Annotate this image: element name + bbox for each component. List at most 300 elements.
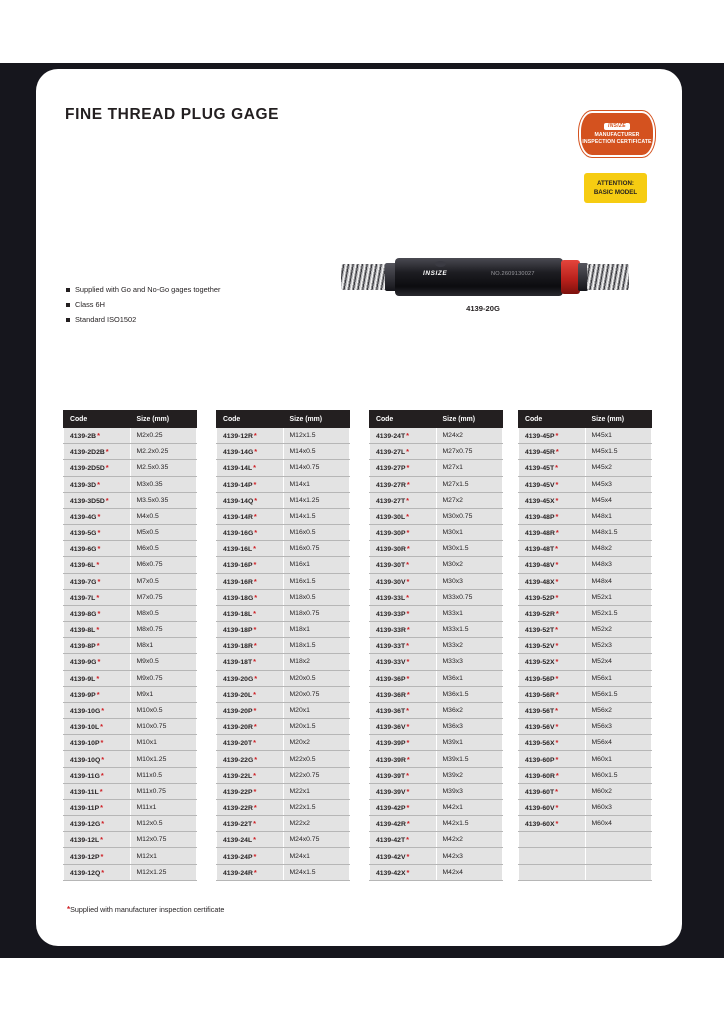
- table-row: [217, 832, 350, 848]
- code-value: 4139-48V: [525, 562, 555, 570]
- code-value: 4139-18T: [223, 659, 253, 667]
- cell-size: M39x3: [436, 783, 503, 799]
- cell-size: M14x1.25: [283, 492, 350, 508]
- seal-line-2: INSPECTION CERTIFICATE: [582, 139, 652, 145]
- code-value: 4139-7L: [70, 594, 96, 602]
- certificate-star-icon: *: [406, 803, 410, 813]
- attention-line-2: BASIC MODEL: [593, 189, 638, 196]
- cell-code: [370, 508, 437, 524]
- feature-label: Class 6H: [75, 300, 105, 309]
- cell-code: [370, 735, 437, 751]
- table-row: [217, 848, 350, 864]
- cell-size: M30x2: [436, 557, 503, 573]
- certificate-star-icon: *: [555, 431, 559, 441]
- table-row: [519, 719, 652, 735]
- cell-size: M14x1: [283, 476, 350, 492]
- cell-size: M10x0.5: [130, 702, 197, 718]
- cell-size: M10x1: [130, 735, 197, 751]
- cell-code: [370, 686, 437, 702]
- certificate-star-icon: *: [555, 608, 559, 618]
- certificate-star-icon: *: [555, 544, 558, 554]
- cell-code: [64, 670, 131, 686]
- code-value: 4139-18P: [223, 627, 253, 635]
- certificate-star-icon: *: [253, 770, 256, 780]
- certificate-star-icon: *: [406, 608, 410, 618]
- table-row: [370, 541, 503, 557]
- cell-size: M48x2: [585, 541, 652, 557]
- certificate-star-icon: *: [253, 835, 256, 845]
- table-row: [370, 816, 503, 832]
- cell-code: [217, 573, 284, 589]
- cell-code: [217, 557, 284, 573]
- code-value: 4139-30P: [376, 530, 406, 538]
- code-value: 4139-45X: [525, 497, 555, 505]
- table-row: [217, 428, 350, 444]
- table-row: [217, 476, 350, 492]
- cell-size: M56x4: [585, 735, 652, 751]
- cell-code: [64, 832, 131, 848]
- cell-code: [519, 508, 586, 524]
- code-value: 4139-3D: [70, 481, 97, 489]
- code-value: 4139-5G: [70, 530, 97, 538]
- seal-brand-label: INSIZE: [604, 123, 630, 130]
- code-value: 4139-18R: [223, 643, 253, 651]
- square-bullet-icon: [66, 303, 70, 307]
- table-row: [64, 670, 197, 686]
- cell-code: [64, 767, 131, 783]
- cell-size: M27x2: [436, 492, 503, 508]
- certificate-star-icon: *: [406, 560, 409, 570]
- cell-code: [519, 799, 586, 815]
- cell-code: [64, 460, 131, 476]
- cell-size: M33x1.5: [436, 622, 503, 638]
- code-value: 4139-48R: [525, 530, 555, 538]
- certificate-star-icon: *: [101, 706, 105, 715]
- table-row: [370, 573, 503, 589]
- certificate-star-icon: *: [555, 786, 558, 796]
- code-value: 4139-16L: [223, 546, 253, 554]
- code-value: 4139-24P: [223, 853, 253, 861]
- cell-code: [519, 444, 586, 460]
- column-header-size: Size (mm): [436, 411, 503, 428]
- table-row: [519, 508, 652, 524]
- cell-code: [64, 799, 131, 815]
- cell-size: M10x0.75: [130, 719, 197, 735]
- code-value: 4139-27T: [376, 497, 406, 505]
- cell-size: M39x1.5: [436, 751, 503, 767]
- table-row: [217, 589, 350, 605]
- certificate-star-icon: *: [555, 706, 558, 715]
- table-row: [519, 670, 652, 686]
- cell-size: M2x0.25: [130, 428, 197, 444]
- certificate-star-icon: *: [253, 431, 257, 441]
- certificate-star-icon: *: [406, 479, 410, 489]
- code-value: 4139-14P: [223, 481, 253, 489]
- cell-size: M20x0.75: [283, 686, 350, 702]
- table-row: [519, 816, 652, 832]
- cell-code: [64, 444, 131, 460]
- cell-code: [64, 428, 131, 444]
- cell-size: M7x0.5: [130, 573, 197, 589]
- cell-code: [519, 702, 586, 718]
- table-row: [370, 864, 503, 880]
- cell-code: [519, 492, 586, 508]
- cell-code: [370, 670, 437, 686]
- square-bullet-icon: [66, 288, 70, 292]
- table-row: [64, 557, 197, 573]
- table-row: [64, 476, 197, 492]
- cell-code: [370, 622, 437, 638]
- table-row: [217, 622, 350, 638]
- cell-code: [519, 719, 586, 735]
- code-value: 4139-22R: [223, 805, 253, 813]
- code-value: 4139-20L: [223, 691, 253, 699]
- cell-size: M33x2: [436, 638, 503, 654]
- column-header-code: Code: [64, 411, 131, 428]
- code-value: 4139-48X: [525, 578, 555, 586]
- cell-code: [370, 751, 437, 767]
- table-row: [217, 783, 350, 799]
- code-value: 4139-33T: [376, 643, 406, 651]
- table-header-row: [64, 411, 197, 428]
- certificate-star-icon: *: [555, 657, 559, 667]
- table-header-row: [519, 411, 652, 428]
- code-value: 4139-60T: [525, 788, 555, 796]
- cell-code: [519, 589, 586, 605]
- feature-label: Standard ISO1502: [75, 315, 137, 324]
- code-value: 4139-24R: [223, 869, 253, 877]
- certificate-star-icon: *: [406, 625, 410, 635]
- table-row: [217, 541, 350, 557]
- certificate-star-icon: *: [97, 608, 101, 618]
- spec-table-2: [216, 410, 350, 881]
- cell-code: [370, 525, 437, 541]
- code-value: 4139-22T: [223, 821, 253, 829]
- cell-code: [217, 525, 284, 541]
- cell-size: M22x1.5: [283, 799, 350, 815]
- code-value: 4139-27L: [376, 449, 406, 457]
- cell-code: [64, 525, 131, 541]
- seal-inner-body: [581, 113, 653, 155]
- footnote-text: Supplied with manufacturer inspection certificate: [70, 905, 225, 914]
- code-value: 4139-42P: [376, 805, 406, 813]
- cell-code: [217, 832, 284, 848]
- table-row: [64, 719, 197, 735]
- table-row: [370, 702, 503, 718]
- code-value: 4139-42X: [376, 869, 406, 877]
- certificate-star-icon: *: [100, 770, 104, 780]
- cell-size: M2.5x0.35: [130, 460, 197, 476]
- table-row: [519, 848, 652, 864]
- cell-code: [217, 460, 284, 476]
- cell-code: [370, 719, 437, 735]
- certificate-star-icon: *: [253, 641, 257, 651]
- cell-code: [519, 670, 586, 686]
- code-value: 4139-10L: [70, 724, 100, 732]
- cell-size: M30x0.75: [436, 508, 503, 524]
- cell-size: M6x0.5: [130, 541, 197, 557]
- cell-size: M60x1: [585, 751, 652, 767]
- cell-size: M9x0.75: [130, 670, 197, 686]
- cell-code: [64, 638, 131, 654]
- table-row: [217, 799, 350, 815]
- footnote: [66, 905, 224, 914]
- certificate-star-icon: *: [555, 447, 559, 457]
- certificate-star-icon: *: [97, 544, 101, 554]
- cell-size: M3.5x0.35: [130, 492, 197, 508]
- cell-size: M42x2: [436, 832, 503, 848]
- cell-size: M45x4: [585, 492, 652, 508]
- table-row: [64, 832, 197, 848]
- certificate-star-icon: *: [253, 625, 257, 635]
- cell-size: M60x1.5: [585, 767, 652, 783]
- column-header-size: Size (mm): [130, 411, 197, 428]
- cell-size: [585, 848, 652, 864]
- code-value: 4139-42T: [376, 837, 406, 845]
- cell-size: M18x0.75: [283, 605, 350, 621]
- cell-size: M48x3: [585, 557, 652, 573]
- product-brand-logo: INSIZE: [423, 270, 448, 277]
- table-row: [64, 751, 197, 767]
- table-row: [217, 767, 350, 783]
- cell-size: M42x4: [436, 864, 503, 880]
- cell-size: M8x0.5: [130, 605, 197, 621]
- cell-size: [585, 864, 652, 880]
- manufacturer-inspection-certificate-seal: [578, 110, 656, 158]
- code-value: 4139-45R: [525, 449, 555, 457]
- table-row: [519, 573, 652, 589]
- table-row: [64, 444, 197, 460]
- cell-size: M6x0.75: [130, 557, 197, 573]
- code-value: 4139-45P: [525, 433, 555, 441]
- table-row: [64, 492, 197, 508]
- cell-code: [217, 541, 284, 557]
- table-row: [370, 508, 503, 524]
- certificate-star-icon: *: [406, 722, 410, 732]
- code-value: 4139-60V: [525, 805, 555, 813]
- spec-table-4: [518, 410, 652, 881]
- certificate-star-icon: *: [406, 431, 409, 441]
- certificate-star-icon: *: [406, 689, 410, 699]
- attention-line-1: ATTENTION:: [596, 180, 634, 187]
- table-row: [519, 702, 652, 718]
- feature-item: [66, 315, 220, 324]
- code-value: 4139-9P: [70, 691, 96, 699]
- table-row: [519, 735, 652, 751]
- cell-size: M33x1: [436, 605, 503, 621]
- code-value: 4139-14G: [223, 449, 254, 457]
- table-row: [64, 428, 197, 444]
- certificate-star-icon: *: [253, 463, 256, 473]
- certificate-star-icon: *: [555, 738, 559, 748]
- code-value: 4139-33R: [376, 627, 406, 635]
- cell-size: M52x4: [585, 654, 652, 670]
- cell-size: M24x1: [283, 848, 350, 864]
- certificate-star-icon: *: [101, 867, 105, 877]
- code-value: 4139-56T: [525, 708, 555, 715]
- table-row: [64, 864, 197, 880]
- code-value: 4139-9L: [70, 675, 96, 683]
- code-value: 4139-11P: [70, 805, 100, 813]
- code-value: 4139-45T: [525, 465, 555, 473]
- cell-size: M56x3: [585, 719, 652, 735]
- certificate-star-icon: *: [100, 851, 104, 861]
- table-row: [370, 460, 503, 476]
- cell-size: M48x1: [585, 508, 652, 524]
- cell-size: M22x1: [283, 783, 350, 799]
- cell-code: [519, 557, 586, 573]
- code-value: 4139-56R: [525, 691, 555, 699]
- cell-size: M24x2: [436, 428, 503, 444]
- cell-size: M45x2: [585, 460, 652, 476]
- cell-code: [370, 541, 437, 557]
- cell-code: [217, 735, 284, 751]
- table-row: [370, 622, 503, 638]
- cell-code: [519, 525, 586, 541]
- cell-code: [64, 864, 131, 880]
- cell-code: [370, 783, 437, 799]
- column-header-code: Code: [519, 411, 586, 428]
- code-value: 4139-52R: [525, 610, 555, 618]
- column-header-size: Size (mm): [585, 411, 652, 428]
- certificate-star-icon: *: [555, 770, 559, 780]
- table-row: [64, 541, 197, 557]
- cell-size: M11x0.5: [130, 767, 197, 783]
- code-value: 4139-60P: [525, 756, 555, 764]
- cell-code: [519, 428, 586, 444]
- cell-code: [519, 848, 586, 864]
- code-value: 4139-12R: [223, 433, 253, 441]
- cell-code: [217, 670, 284, 686]
- certificate-star-icon: *: [555, 689, 559, 699]
- certificate-star-icon: *: [406, 867, 410, 877]
- certificate-star-icon: *: [406, 738, 410, 748]
- cell-size: M52x1: [585, 589, 652, 605]
- cell-size: M36x1.5: [436, 686, 503, 702]
- cell-size: M60x4: [585, 816, 652, 832]
- cell-code: [370, 444, 437, 460]
- cell-size: M12x0.75: [130, 832, 197, 848]
- cell-code: [64, 589, 131, 605]
- certificate-star-icon: *: [253, 689, 256, 699]
- cell-code: [217, 702, 284, 718]
- cell-size: M20x1.5: [283, 719, 350, 735]
- table-row: [64, 525, 197, 541]
- code-value: 4139-56V: [525, 724, 555, 732]
- cell-code: [64, 557, 131, 573]
- cell-code: [217, 848, 284, 864]
- cell-size: M16x0.5: [283, 525, 350, 541]
- code-value: 4139-20R: [223, 724, 253, 732]
- certificate-star-icon: *: [253, 851, 257, 861]
- code-value: 4139-39T: [376, 772, 406, 780]
- cell-code: [519, 460, 586, 476]
- certificate-star-icon: *: [406, 511, 409, 521]
- certificate-star-icon: *: [96, 625, 100, 635]
- code-value: 4139-24L: [223, 837, 253, 845]
- certificate-star-icon: *: [253, 722, 257, 732]
- table-row: [64, 783, 197, 799]
- table-row: [370, 735, 503, 751]
- cell-size: M5x0.5: [130, 525, 197, 541]
- table-row: [370, 589, 503, 605]
- column-header-code: Code: [217, 411, 284, 428]
- certificate-star-icon: *: [101, 819, 105, 829]
- cell-size: M16x1.5: [283, 573, 350, 589]
- cell-code: [370, 848, 437, 864]
- code-value: 4139-27R: [376, 481, 406, 489]
- table-row: [64, 848, 197, 864]
- code-value: 4139-16R: [223, 578, 253, 586]
- table-row: [64, 686, 197, 702]
- code-value: 4139-36P: [376, 675, 406, 683]
- certificate-star-icon: *: [97, 431, 100, 441]
- cell-code: [519, 605, 586, 621]
- table-row: [519, 864, 652, 880]
- certificate-star-icon: *: [555, 625, 558, 635]
- certificate-star-icon: *: [406, 495, 409, 505]
- cell-size: M42x3: [436, 848, 503, 864]
- certificate-star-icon: *: [96, 689, 100, 699]
- table-row: [519, 767, 652, 783]
- table-row: [217, 654, 350, 670]
- code-value: 4139-30L: [376, 513, 406, 521]
- certificate-star-icon: *: [406, 835, 409, 845]
- cell-code: [217, 492, 284, 508]
- certificate-star-icon: *: [253, 608, 256, 618]
- thread-go-end-icon: [341, 264, 387, 290]
- cell-size: M16x0.75: [283, 541, 350, 557]
- cell-size: M45x1.5: [585, 444, 652, 460]
- code-value: 4139-12L: [70, 837, 100, 845]
- table-row: [64, 622, 197, 638]
- table-row: [370, 638, 503, 654]
- table-row: [519, 638, 652, 654]
- cell-size: M24x1.5: [283, 864, 350, 880]
- certificate-star-icon: *: [406, 576, 410, 586]
- cell-code: [519, 654, 586, 670]
- cell-size: M52x3: [585, 638, 652, 654]
- cell-size: M12x1: [130, 848, 197, 864]
- cell-code: [217, 589, 284, 605]
- certificate-star-icon: *: [97, 576, 101, 586]
- table-row: [217, 525, 350, 541]
- certificate-star-icon: *: [406, 754, 410, 764]
- code-value: 4139-20T: [223, 740, 253, 748]
- code-value: 4139-8P: [70, 643, 96, 651]
- table-row: [217, 686, 350, 702]
- cell-code: [217, 428, 284, 444]
- table-row: [64, 508, 197, 524]
- certificate-star-icon: *: [406, 851, 410, 861]
- cell-size: M12x0.5: [130, 816, 197, 832]
- cell-code: [64, 622, 131, 638]
- table-row: [217, 719, 350, 735]
- cell-size: M20x1: [283, 702, 350, 718]
- code-value: 4139-60X: [525, 821, 555, 829]
- cell-size: M60x3: [585, 799, 652, 815]
- cell-size: M8x0.75: [130, 622, 197, 638]
- cell-code: [217, 783, 284, 799]
- cell-code: [217, 751, 284, 767]
- cell-size: M16x1: [283, 557, 350, 573]
- certificate-star-icon: *: [253, 803, 257, 813]
- code-value: 4139-12P: [70, 853, 100, 861]
- cell-size: M36x1: [436, 670, 503, 686]
- cell-size: M36x3: [436, 719, 503, 735]
- table-row: [64, 735, 197, 751]
- table-row: [519, 492, 652, 508]
